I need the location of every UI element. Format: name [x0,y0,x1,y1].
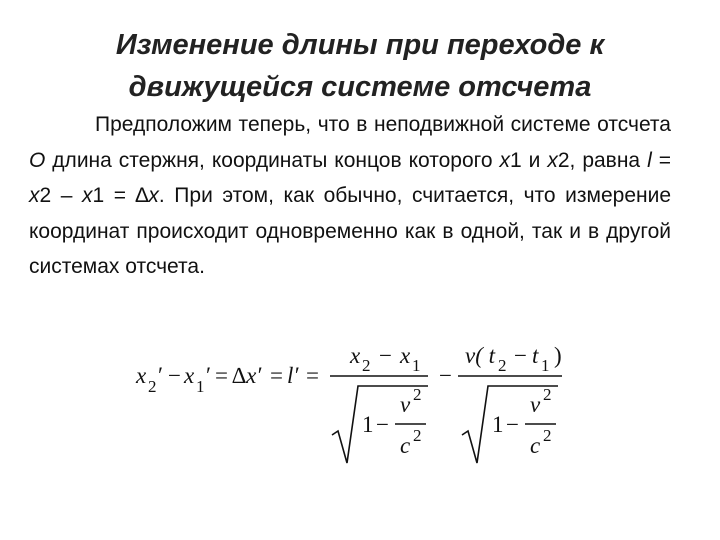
formula-one: 1 [492,412,504,437]
formula-subscript: 1 [541,356,550,375]
slide-title [30,24,690,108]
formula-paren: ) [554,343,562,368]
formula-x: x [400,343,411,368]
formula-one: 1 [362,412,374,437]
formula-subscript: 2 [362,356,371,375]
symbol-o: O [29,148,46,172]
formula-subscript: 2 [498,356,507,375]
formula-equals: = [270,363,283,388]
formula-subscript: 1 [412,356,421,375]
lorentz-contraction-formula [130,338,580,468]
text-run: 2 – [39,184,82,208]
formula-v: v [400,392,411,417]
formula-superscript: 2 [413,426,422,445]
formula-minus: − [379,343,392,368]
text-run: 1 = [92,184,136,208]
formula-minus: − [514,343,527,368]
paragraph-text [29,107,671,285]
formula-x: x [136,363,147,388]
text-run: Предположим теперь, что в неподвижной системе отсчета [95,113,671,136]
formula-superscript: 2 [543,385,552,404]
symbol-x: x [547,148,558,172]
symbol-l: l [647,148,652,172]
symbol-x: x [148,184,159,208]
symbol-x: x [29,184,40,208]
formula-delta-x: ∆x′ [232,363,262,388]
formula-t: t [532,343,539,368]
text-run: 2, равна [557,148,648,172]
formula-minus: − [168,363,181,388]
formula-subscript: 2 [148,377,157,396]
formula-superscript: 2 [543,426,552,445]
formula-minus: − [439,363,452,388]
body-paragraph [29,107,671,285]
title-line-2: движущейся системе отсчета [128,71,592,103]
formula-c: c [400,433,411,458]
text-run: . При этом, как обычно, считается, что измерение координат происходит одновременно как в одной, так и в другой системах отсчета. [29,184,672,279]
formula-prime: ′ [206,363,212,388]
text-run: 1 и [510,148,548,172]
title-line-1: Изменение длины при переходе к [115,29,605,61]
formula-x: x [184,363,195,388]
symbol-delta: ∆ [135,184,149,208]
formula-minus: − [376,412,389,437]
text-run: длина стержня, координаты концов которого [45,148,500,172]
formula-x: x [350,343,361,368]
symbol-x: x [499,148,510,172]
formula-equals: = [215,363,228,388]
formula-prime: ′ [158,363,164,388]
formula-v: v [530,392,541,417]
symbol-x: x [81,184,93,208]
formula-c: c [530,433,541,458]
formula-v-t: v( t [465,343,496,368]
formula-minus: − [506,412,519,437]
formula-equals: = [306,363,319,388]
formula-l-prime: l′ [287,363,299,388]
formula-superscript: 2 [413,385,422,404]
formula-subscript: 1 [196,377,205,396]
text-run: = [651,148,671,172]
